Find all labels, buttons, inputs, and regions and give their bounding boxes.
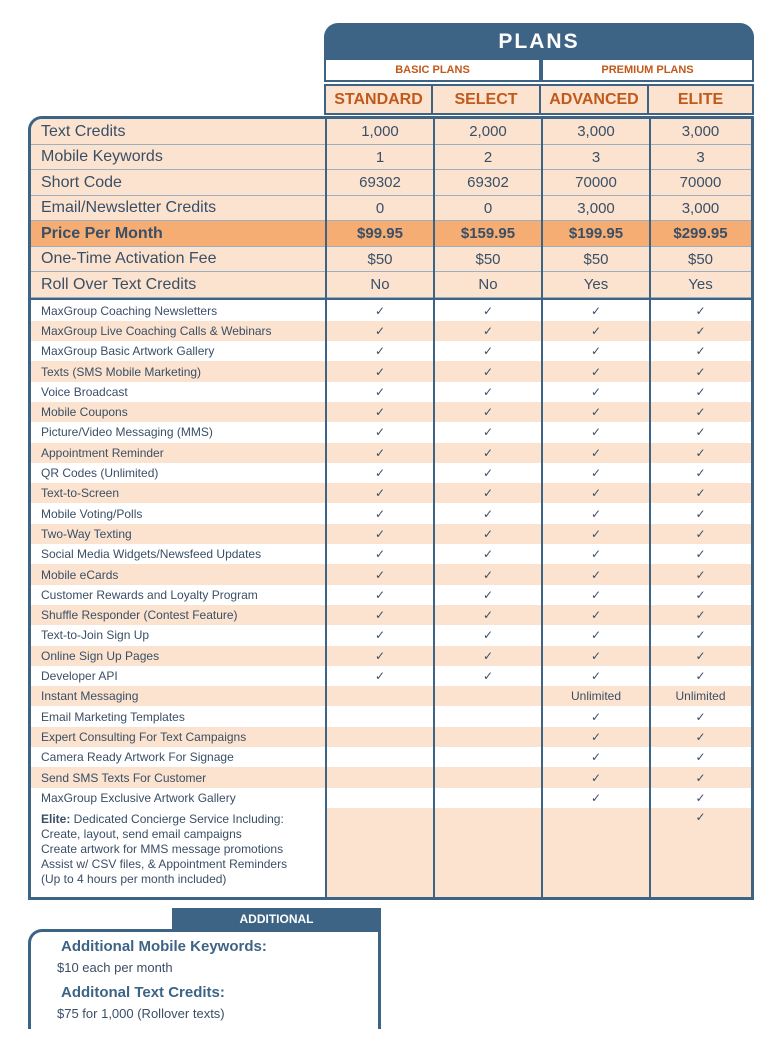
- cell-value: 1: [375, 148, 385, 166]
- check-icon: ✓: [650, 808, 751, 897]
- feature-row: [31, 463, 751, 483]
- check-icon: ✓: [482, 567, 494, 582]
- row-label: Mobile Keywords: [41, 148, 163, 166]
- cell-value: 69302: [359, 174, 401, 192]
- feature-row: [31, 544, 751, 564]
- check-icon: ✓: [482, 303, 494, 318]
- check-icon: ✓: [374, 628, 386, 643]
- feature-row: [31, 686, 751, 706]
- table-row: [31, 221, 751, 247]
- check-icon: ✓: [482, 445, 494, 460]
- check-icon: ✓: [590, 364, 602, 379]
- cell-value: $50: [367, 250, 393, 268]
- plan-label: SELECT: [454, 90, 518, 108]
- check-icon: ✓: [590, 790, 602, 805]
- check-icon: ✓: [695, 709, 706, 724]
- row-label: One-Time Activation Fee: [41, 250, 217, 268]
- row-label: Two-Way Texting: [41, 526, 132, 541]
- row-label: MaxGroup Coaching Newsletters: [41, 303, 218, 318]
- cell-value: No: [370, 276, 390, 294]
- feature-row: [31, 747, 751, 767]
- feature-row: [31, 341, 751, 361]
- plan-label: STANDARD: [334, 90, 423, 108]
- check-icon: ✓: [590, 709, 602, 724]
- feature-row: [31, 382, 751, 402]
- check-icon: ✓: [590, 425, 602, 440]
- feature-row: [31, 564, 751, 584]
- cell-value: $199.95: [568, 225, 624, 243]
- check-icon: ✓: [374, 384, 386, 399]
- cell-value: 0: [483, 199, 493, 217]
- check-icon: ✓: [590, 587, 602, 602]
- cell-value: [434, 707, 542, 727]
- cell-value: [542, 808, 650, 897]
- check-icon: ✓: [374, 323, 386, 338]
- cell-value: Unlimited: [570, 689, 621, 704]
- cell-value: No: [478, 276, 498, 294]
- row-label: Online Sign Up Pages: [41, 648, 160, 663]
- check-icon: ✓: [374, 547, 386, 562]
- row-label: Roll Over Text Credits: [41, 275, 197, 293]
- concierge-bold: Elite:: [41, 812, 71, 826]
- plans-header: [324, 23, 754, 60]
- cell-value: [434, 747, 542, 767]
- cell-value: 3,000: [681, 123, 720, 141]
- feature-row: [31, 361, 751, 381]
- check-icon: ✓: [590, 547, 602, 562]
- check-icon: ✓: [482, 364, 494, 379]
- cell-value: 3,000: [577, 199, 615, 217]
- cell-value: 3,000: [681, 199, 720, 217]
- concierge-line4: Assist w/ CSV files, & Appointment Reminders: [41, 857, 288, 871]
- feature-row: [31, 422, 751, 442]
- group-basic-plans: [324, 60, 541, 82]
- feature-row: [31, 646, 751, 666]
- feature-row: [31, 585, 751, 605]
- check-icon: ✓: [695, 425, 706, 440]
- cell-value: [326, 747, 434, 767]
- cell-value: $159.95: [460, 225, 516, 243]
- check-icon: ✓: [590, 567, 602, 582]
- row-label: Send SMS Texts For Customer: [41, 770, 207, 785]
- check-icon: ✓: [374, 506, 386, 521]
- check-icon: ✓: [695, 729, 706, 744]
- check-icon: ✓: [695, 303, 706, 318]
- check-icon: ✓: [374, 648, 386, 663]
- row-label: Shuffle Responder (Contest Feature): [41, 608, 238, 623]
- row-label: Text Credits: [41, 122, 126, 140]
- check-icon: ✓: [482, 344, 494, 359]
- check-icon: ✓: [482, 628, 494, 643]
- row-label: QR Codes (Unlimited): [41, 466, 159, 481]
- plans-title: PLANS: [498, 29, 580, 53]
- check-icon: ✓: [374, 445, 386, 460]
- column-divider: [325, 119, 327, 900]
- cell-value: [326, 707, 434, 727]
- check-icon: ✓: [482, 466, 494, 481]
- row-label: Customer Rewards and Loyalty Program: [41, 587, 258, 602]
- row-label: Instant Messaging: [41, 689, 139, 704]
- check-icon: ✓: [482, 384, 494, 399]
- cell-value: Yes: [688, 276, 713, 294]
- check-icon: ✓: [590, 445, 602, 460]
- row-label: Mobile eCards: [41, 567, 119, 582]
- section-divider: [31, 298, 751, 300]
- check-icon: ✓: [482, 323, 494, 338]
- feature-row: [31, 402, 751, 422]
- check-icon: ✓: [695, 526, 706, 541]
- cell-value: 2,000: [469, 123, 507, 141]
- check-icon: ✓: [695, 648, 706, 663]
- table-row: [31, 247, 751, 273]
- check-icon: ✓: [590, 608, 602, 623]
- row-label: Email Marketing Templates: [41, 709, 185, 724]
- concierge-line2: Create, layout, send email campaigns: [41, 827, 242, 841]
- feature-row: [31, 727, 751, 747]
- check-icon: ✓: [482, 608, 494, 623]
- check-icon: ✓: [374, 466, 386, 481]
- row-label: Camera Ready Artwork For Signage: [41, 750, 234, 765]
- feature-row: [31, 301, 751, 321]
- column-divider: [433, 119, 435, 900]
- additional-tab-label: ADDITIONAL: [239, 911, 314, 926]
- column-divider: [649, 119, 651, 900]
- check-icon: ✓: [482, 425, 494, 440]
- table-row: [31, 170, 751, 196]
- check-icon: ✓: [374, 526, 386, 541]
- cell-value: [326, 808, 434, 897]
- check-icon: ✓: [590, 770, 602, 785]
- concierge-line1: Dedicated Concierge Service Including:: [70, 812, 284, 826]
- check-icon: ✓: [482, 405, 494, 420]
- concierge-line5: (Up to 4 hours per month included): [41, 872, 227, 886]
- feature-row: [31, 788, 751, 808]
- row-label: Social Media Widgets/Newsfeed Updates: [41, 547, 262, 562]
- check-icon: ✓: [695, 750, 706, 765]
- cell-value: 3,000: [577, 123, 615, 141]
- feature-row: [31, 666, 751, 686]
- cell-value: $50: [687, 250, 714, 268]
- cell-value: [434, 727, 542, 747]
- additional-keywords-text: $10 each per month: [57, 960, 173, 975]
- check-icon: ✓: [695, 445, 706, 460]
- check-icon: ✓: [374, 669, 386, 684]
- table-row: [31, 145, 751, 171]
- concierge-line3: Create artwork for MMS message promotions: [41, 842, 284, 856]
- check-icon: ✓: [695, 486, 706, 501]
- check-icon: ✓: [482, 526, 494, 541]
- check-icon: ✓: [482, 506, 494, 521]
- check-icon: ✓: [695, 405, 706, 420]
- cell-value: [434, 808, 542, 897]
- row-label: Texts (SMS Mobile Marketing): [41, 364, 202, 379]
- cell-value: $99.95: [357, 225, 403, 243]
- check-icon: ✓: [482, 587, 494, 602]
- column-divider: [541, 119, 543, 900]
- check-icon: ✓: [590, 344, 602, 359]
- additional-keywords-title: Additional Mobile Keywords:: [61, 938, 267, 955]
- check-icon: ✓: [374, 364, 386, 379]
- row-label: MaxGroup Live Coaching Calls & Webinars: [41, 323, 272, 338]
- additional-tab: [172, 908, 381, 929]
- group-premium-plans: [541, 60, 754, 82]
- check-icon: ✓: [695, 506, 706, 521]
- table-row: [31, 272, 751, 298]
- table-row: [31, 196, 751, 222]
- cell-value: 2: [483, 148, 493, 166]
- plan-header-select: [433, 84, 541, 115]
- check-icon: ✓: [590, 303, 602, 318]
- row-label: Picture/Video Messaging (MMS): [41, 425, 213, 440]
- cell-value: [434, 767, 542, 787]
- check-icon: ✓: [482, 669, 494, 684]
- cell-value: Unlimited: [675, 689, 726, 704]
- cell-value: [434, 788, 542, 808]
- cell-value: 70000: [575, 174, 617, 192]
- cell-value: [326, 686, 434, 706]
- cell-value: 69302: [467, 174, 509, 192]
- check-icon: ✓: [482, 547, 494, 562]
- feature-row: [31, 443, 751, 463]
- check-icon: ✓: [695, 547, 706, 562]
- check-icon: ✓: [695, 587, 706, 602]
- check-icon: ✓: [482, 486, 494, 501]
- check-icon: ✓: [590, 405, 602, 420]
- feature-row: [31, 605, 751, 625]
- cell-value: 1,000: [361, 123, 399, 141]
- check-icon: ✓: [695, 608, 706, 623]
- check-icon: ✓: [374, 303, 386, 318]
- check-icon: ✓: [695, 364, 706, 379]
- cell-value: 3: [591, 148, 601, 166]
- cell-value: $50: [475, 250, 501, 268]
- check-icon: ✓: [374, 608, 386, 623]
- row-label: Price Per Month: [41, 224, 163, 242]
- row-label: Developer API: [41, 669, 118, 684]
- check-icon: ✓: [374, 587, 386, 602]
- check-icon: ✓: [695, 384, 706, 399]
- check-icon: ✓: [590, 729, 602, 744]
- row-label: Short Code: [41, 173, 122, 191]
- row-label: Expert Consulting For Text Campaigns: [41, 729, 247, 744]
- check-icon: ✓: [695, 344, 706, 359]
- feature-row: [31, 767, 751, 787]
- feature-row: [31, 707, 751, 727]
- row-label: Mobile Coupons: [41, 405, 128, 420]
- check-icon: ✓: [590, 506, 602, 521]
- row-label: Text-to-Join Sign Up: [41, 628, 150, 643]
- check-icon: ✓: [374, 486, 386, 501]
- check-icon: ✓: [374, 405, 386, 420]
- cell-value: 70000: [679, 174, 722, 192]
- concierge-description: [31, 808, 326, 897]
- group-label: PREMIUM PLANS: [601, 64, 694, 76]
- plan-header-elite: [649, 84, 754, 115]
- check-icon: ✓: [374, 567, 386, 582]
- concierge-row: [31, 808, 751, 897]
- check-icon: ✓: [590, 648, 602, 663]
- additional-credits-title: Additonal Text Credits:: [61, 984, 225, 1001]
- row-label: Email/Newsletter Credits: [41, 199, 217, 217]
- concierge-line: [41, 812, 326, 827]
- check-icon: ✓: [374, 425, 386, 440]
- check-icon: ✓: [590, 323, 602, 338]
- cell-value: 0: [375, 199, 385, 217]
- check-icon: ✓: [590, 486, 602, 501]
- feature-row: [31, 504, 751, 524]
- cell-value: [326, 788, 434, 808]
- check-icon: ✓: [695, 790, 706, 805]
- check-icon: ✓: [695, 466, 706, 481]
- additional-box: [28, 929, 381, 1029]
- check-icon: ✓: [695, 323, 706, 338]
- check-icon: ✓: [482, 648, 494, 663]
- cell-value: [326, 767, 434, 787]
- group-label: BASIC PLANS: [395, 64, 470, 76]
- cell-value: Yes: [583, 276, 609, 294]
- table-row: [31, 119, 751, 145]
- row-label: Voice Broadcast: [41, 384, 128, 399]
- cell-value: [434, 686, 542, 706]
- check-icon: ✓: [590, 669, 602, 684]
- row-label: Mobile Voting/Polls: [41, 506, 143, 521]
- feature-row: [31, 321, 751, 341]
- check-icon: ✓: [590, 384, 602, 399]
- check-icon: ✓: [590, 526, 602, 541]
- check-icon: ✓: [695, 567, 706, 582]
- row-label: MaxGroup Exclusive Artwork Gallery: [41, 790, 236, 805]
- check-icon: ✓: [695, 669, 706, 684]
- cell-value: $50: [583, 250, 609, 268]
- feature-row: [31, 625, 751, 645]
- row-label: Appointment Reminder: [41, 445, 164, 460]
- check-icon: ✓: [590, 628, 602, 643]
- additional-credits-text: $75 for 1,000 (Rollover texts): [57, 1006, 225, 1021]
- cell-value: $299.95: [673, 225, 728, 243]
- check-icon: ✓: [695, 628, 706, 643]
- feature-row: [31, 524, 751, 544]
- check-icon: ✓: [374, 344, 386, 359]
- check-icon: ✓: [695, 770, 706, 785]
- row-label: MaxGroup Basic Artwork Gallery: [41, 344, 215, 359]
- row-label: Text-to-Screen: [41, 486, 120, 501]
- plan-label: ADVANCED: [549, 90, 639, 108]
- cell-value: 3: [696, 148, 705, 166]
- plans-comparison-table: [28, 116, 754, 900]
- plan-label: ELITE: [677, 90, 724, 108]
- feature-row: [31, 483, 751, 503]
- cell-value: [326, 727, 434, 747]
- plan-header-advanced: [541, 84, 649, 115]
- check-icon: ✓: [590, 466, 602, 481]
- check-icon: ✓: [590, 750, 602, 765]
- plan-header-standard: [324, 84, 433, 115]
